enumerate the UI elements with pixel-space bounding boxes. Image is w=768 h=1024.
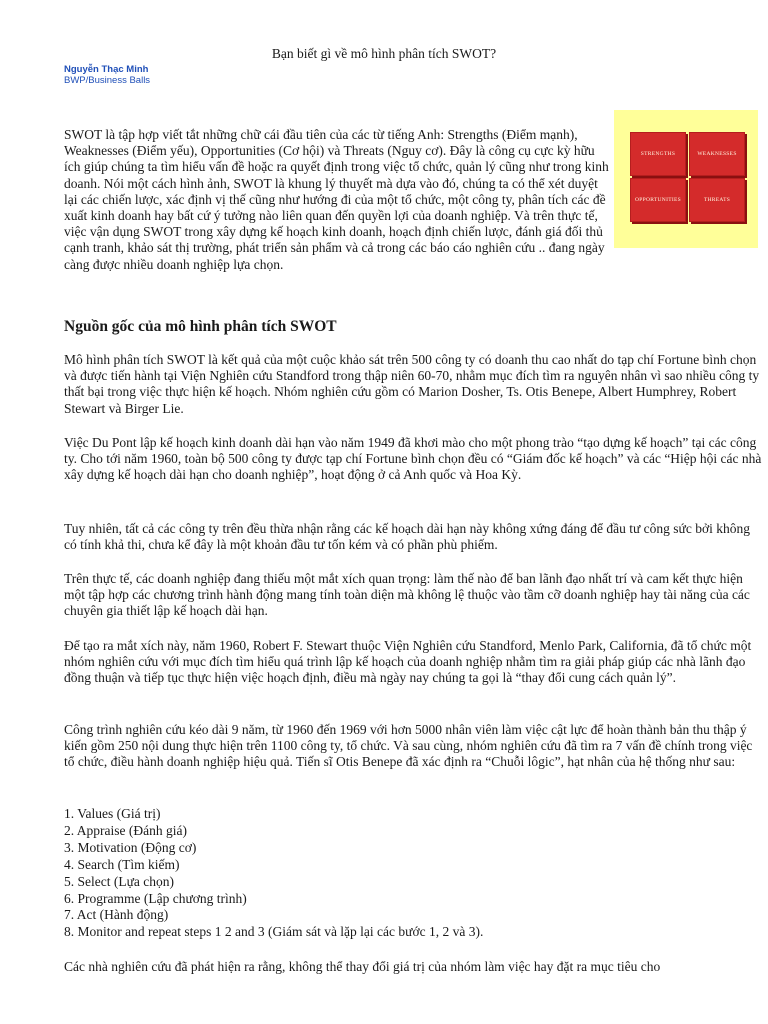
body-paragraph: Việc Du Pont lập kế hoạch kinh doanh dài hạn vào năm 1949 đã khơi mào cho một phong trào “tạo dựng kế hoạch” tại các công ty. Cho tới năm 1960, toàn bộ 500 công ty được tạp chí Fortune bình chọn đều có “Giám đốc kế hoạch” và các “Hiệp hội các nhà xây dựng kế hoạch dài hạn cho doanh nghiệp”, hoạt động ở cả Anh quốc và Hoa Kỳ. xyxy=(64,435,762,483)
swot-weaknesses-box: WEAKNESSES xyxy=(689,132,745,176)
list-item: 2. Appraise (Đánh giá) xyxy=(64,822,187,838)
swot-figure xyxy=(614,110,758,248)
list-item: 5. Select (Lựa chọn) xyxy=(64,873,175,889)
intro-paragraph: SWOT là tập hợp viết tắt những chữ cái đầu tiên của các từ tiếng Anh: Strengths (Điểm mạnh), Weaknesses (Điểm yếu), Opportunities (Cơ hội) và Threats (Nguy cơ). Đây là công cụ cực kỳ hữu ích giúp chúng ta tìm hiểu vấn đề hoặc ra quyết định trong việc tổ chức, quản lý cũng như trong kinh doanh. Nói một cách hình ảnh, SWOT là khung lý thuyết mà dựa vào đó, chúng ta có thể xét duyệt lại các chiến lược, xác định vị thế cũng như hướng đi của một tổ chức, một công ty, phân tích các đề xuất kinh doanh hay bất cứ ý tưởng nào liên quan đến quyền lợi của doanh nghiệp. Và trên thực tế, việc vận dụng SWOT trong xây dựng kế hoạch kinh doanh, hoạch định chiến lược, đánh giá đối thủ cạnh tranh, khảo sát thị trường, phát triển sản phẩm và cả trong các báo cáo nghiên cứu .. đang ngày càng được nhiều doanh nghiệp lựa chọn. xyxy=(64,127,609,272)
body-paragraph: Trên thực tế, các doanh nghiệp đang thiếu một mắt xích quan trọng: làm thế nào để ban lãnh đạo nhất trí và cam kết thực hiện một tập hợp các chương trình hành động mang tính toàn diện mà không lệ thuộc vào tầm cỡ doanh nghiệp hay tài năng của các chuyên gia thiết lập kế hoạch dài hạn. xyxy=(64,571,750,619)
author-name: Nguyễn Thạc Minh xyxy=(64,64,149,75)
swot-threats-box: THREATS xyxy=(689,178,745,222)
list-item: 3. Motivation (Động cơ) xyxy=(64,839,197,855)
list-item: 1. Values (Giá trị) xyxy=(64,806,161,821)
body-paragraph: Mô hình phân tích SWOT là kết quả của một cuộc khảo sát trên 500 công ty có doanh thu cao nhất do tạp chí Fortune bình chọn và được tiến hành tại Viện Nghiên cứu Standford trong thập niên 60-70, nhằm mục đích tìm ra nguyên nhân vì sao nhiều công ty thất bại trong việc thực hiện kế hoạch. Nhóm nghiên cứu gồm có Marion Dosher, Ts. Otis Benepe, Albert Humphrey, Robert Stewart và Birger Lie. xyxy=(64,352,760,416)
body-paragraph: Tuy nhiên, tất cả các công ty trên đều thừa nhận rằng các kế hoạch dài hạn này không xứng đáng để đầu tư công sức bởi không có tính khả thi, chưa kể đây là một khoản đầu tư tốn kém và có phần phù phiếm. xyxy=(64,521,750,553)
list-item: 7. Act (Hành động) xyxy=(64,907,169,923)
document-title: Bạn biết gì về mô hình phân tích SWOT? xyxy=(271,46,497,61)
closing-paragraph: Các nhà nghiên cứu đã phát hiện ra rằng, không thể thay đổi giá trị của nhóm làm việc hay đặt ra mục tiêu cho xyxy=(64,959,661,974)
list-item: 8. Monitor and repeat steps 1 2 and 3 (Giám sát và lặp lại các bước 1, 2 và 3). xyxy=(64,924,484,940)
logic-chain-list xyxy=(64,806,483,941)
author-block xyxy=(64,64,150,86)
list-item: 4. Search (Tìm kiếm) xyxy=(64,856,180,872)
body-paragraph: Để tạo ra mắt xích này, năm 1960, Robert F. Stewart thuộc Viện Nghiên cứu Standford, Menlo Park, California, đã tổ chức một nhóm nghiên cứu với mục đích tìm hiểu quá trình lập kế hoạch của doanh nghiệp nhằm tìm ra giải pháp giúp các nhà lãnh đạo đồng thuận và tiếp tục thực hiện việc hoạch định, điều mà ngày nay chúng ta gọi là “thay đổi cung cách quản lý”. xyxy=(64,638,752,686)
swot-opportunities-box: OPPORTUNITIES xyxy=(630,178,686,222)
body-paragraph: Công trình nghiên cứu kéo dài 9 năm, từ 1960 đến 1969 với hơn 5000 nhân viên làm việc cật lực để hoàn thành bản thu thập ý kiến gồm 250 nội dung thực hiện trên 1100 công ty, tổ chức. Và sau cùng, nhóm nghiên cứu đã tìm ra 7 vấn đề chính trong việc tổ chức, điều hành doanh nghiệp hiệu quả. Tiến sĩ Otis Benepe đã xác định ra “Chuỗi lôgic”, hạt nhân của hệ thống như sau: xyxy=(64,722,753,770)
list-item: 6. Programme (Lập chương trình) xyxy=(64,890,247,906)
author-organization: BWP/Business Balls xyxy=(64,75,151,86)
section-heading: Nguồn gốc của mô hình phân tích SWOT xyxy=(64,318,337,335)
swot-strengths-box: STRENGTHS xyxy=(630,132,686,176)
